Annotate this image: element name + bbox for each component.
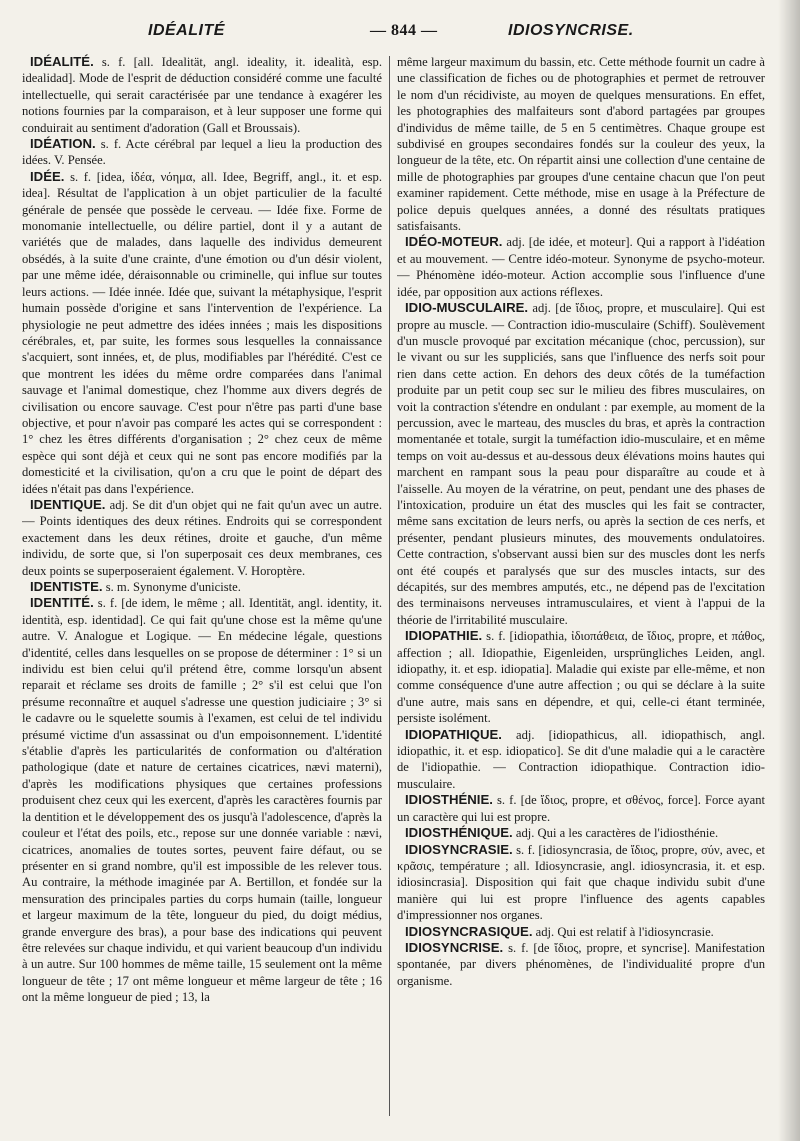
entry-definition: même largeur maximum du bassin, etc. Cette méthode fournit un cadre à une classification de fiches ou de photographies et permet de retrouver le nom d'un récidiviste, au moyen de quelques mensurations. En effet, les photographies des malfaiteurs sont d'abord partagées par groupes d'individus de même taille, de 5 en 5 centimètres. Chaque groupe est subdivisé en groupes secondaires fondés sur la couleur des yeux, la longueur de la tête, etc. On répartit ainsi une collection d'une centaine de mille de photographies par groupes d'une centaine chacun que l'on peut examiner rapidement. Cette méthode, mise en usage à la Préfecture de police depuis quelques années, a donné des résultats pratiques satisfaisants. (397, 55, 765, 234)
entry-definition: s. f. [idea, ἰδέα, νόημα, all. Idee, Begriff, angl., it. et esp. idea]. Résultat de l'application à un objet particulier de la faculté générale de pensée que possède le cerveau. — Idée fixe. Forme de monomanie intellectuelle, ou délire partiel, dont il y a autant de variétés que de malades, dans laquelle des individus demeurent obsédés, à la suite d'une crainte, d'une émotion ou d'un désir violent, par une même idée, déraisonnable ou criminelle, qui influe sur toutes leurs actions. — Idée innée. Idée que, suivant la métaphysique, l'esprit humain possède d'origine et sans l'intervention de l'expérience. La physiologie ne peut admettre des idées innées ; mais les dispositions cérébrales, et, par suite, les formes sous lesquelles la connaissance s'acquiert, sont innées, et, de plus, modifiables par l'hérédité. C'est ce que montrent les idées du même ordre comparées dans l'animal sauvage et l'animal domestique, chez l'homme aux divers degrés de civilisation ou encore sauvage. C'est pour n'être pas parti d'une base objective, et pour n'avoir pas comparé les actes qui se correspondent : 1° chez les êtres différents d'organisation ; 2° chez ceux de même espèce qui sont déjà et ceux qui ne sont pas encore modifiés par la domesticité et la civilisation, qu'on a cru que le point de départ des idées n'était pas dans l'expérience. (22, 169, 382, 496)
dictionary-entry (22, 54, 382, 136)
entry-definition: adj. [de ἴδιος, propre, et musculaire]. Qui est propre au muscle. — Contraction idio-musculaire (Schiff). Soulèvement d'un muscle provoqué par excitation mécanique (choc, percussion), sur le vivant ou sur les suppliciés, sans que l'influence des nerfs soit pour rien dans cette action. En dehors des deux côtés de la tuméfaction produite par un petit coup sec sur le milieu des fibres musculaires, on voit la contraction s'étendre en ondulant : par exemple, au moment de la percussion, avec le marteau, des muscles du bras, et après la contraction momentanée et totale, surgit la tuméfaction idio-musculaire, et en même temps on voit au-dessus et au-dessous deux élévations moins hautes qui marchent en rampant sous la peau pour disparaître au coude et à l'aisselle. Au moyen de la vératrine, on peut, pendant une des phases de l'intoxication, produire un état des muscles qui les fait se contracter, même sans excitation de leurs nerfs, ou après la section de ces nerfs, et présenter, pendant plusieurs minutes, des mouvements ondulatoires. Cette contraction, s'observant aussi bien sur des muscles dont les nerfs ont été coupés et paralysés que sur des muscles intacts, sur des décapités, sur des membres amputés, etc., ne dépend pas de l'excitation des terminaisons nerveuses intramusculaires, et vient à l'appui de la théorie de l'irritabilité musculaire. (397, 301, 765, 627)
entry-definition: adj. [idiopathicus, all. idiopathisch, angl. idiopathic, it. et esp. idiopatico]. Se dit d'une maladie qui a le caractère de l'idiopathie. — Contraction idiopathique. Contraction idio-musculaire. (397, 727, 765, 791)
dictionary-entry (22, 497, 382, 579)
entry-headword: IDIOSYNCRISE. (405, 939, 504, 955)
entry-definition: adj. Qui a les caractères de l'idiosthénie. (515, 826, 719, 841)
running-header (20, 18, 780, 46)
dictionary-entry (397, 300, 765, 628)
entry-headword: IDIOPATHIE. (405, 628, 483, 644)
entry-headword: IDÉO-MOTEUR. (405, 234, 503, 250)
dictionary-entry (22, 579, 382, 595)
page-edge-shadow (778, 0, 800, 1141)
dictionary-entry (22, 169, 382, 497)
entry-definition: s. f. [idiopathia, ἰδιοπάθεια, de ἴδιος, propre, et πάθος, affection ; all. Idiopathie, Eigenleiden, ursprüngliches Leiden, angl. idiopathy, it. et esp. idiopatia]. Maladie qui existe par elle-même, et non comme conséquence d'une autre affection ; ou qui se déclare à la suite d'une autre, mais sans en dépendre, et qui, celle-ci étant terminée, persiste isolément. (397, 629, 765, 726)
dictionary-entry (397, 842, 765, 924)
entry-headword: IDIOSTHÉNIE. (405, 792, 493, 808)
entry-definition: adj. Qui est relatif à l'idiosyncrasie. (535, 924, 714, 939)
entry-definition: s. m. Synonyme d'uniciste. (105, 580, 241, 594)
entry-headword: IDIOSYNCRASIE. (405, 841, 513, 857)
header-last-entry: IDIOSYNCRISE. (508, 22, 634, 39)
dictionary-entry (397, 54, 765, 234)
entry-headword: IDIOPATHIQUE. (405, 726, 502, 742)
entry-definition: s. f. [all. Idealität, angl. ideality, it. idealità, esp. idealidad]. Mode de l'esprit de déduction considéré comme une faculté intellectuelle, qui serait caractérisée par une tendance à exagérer les notions fournies par la comparaison, et à leur supposer une forme qui conduirait au sentiment d'adoration (Gall et Broussais). (22, 55, 382, 135)
entry-headword: IDENTISTE. (30, 579, 103, 594)
left-column (22, 54, 382, 1134)
entry-headword: IDENTITÉ. (30, 595, 94, 611)
dictionary-entry (397, 628, 765, 726)
entry-definition: s. f. Acte cérébral par lequel a lieu la production des idées. V. Pensée. (22, 137, 382, 168)
dictionary-entry (22, 595, 382, 1005)
dictionary-entry (397, 825, 765, 841)
dictionary-entry (22, 136, 382, 169)
entry-headword: IDIOSTHÉNIQUE. (405, 825, 513, 841)
entry-headword: IDENTIQUE. (30, 496, 106, 512)
entry-headword: IDÉATION. (30, 136, 96, 152)
dictionary-entry (397, 727, 765, 793)
entry-headword: IDÉE. (30, 168, 65, 184)
page-number: — 844 — (370, 22, 438, 39)
header-first-entry: IDÉALITÉ (148, 22, 225, 39)
entry-headword: IDÉALITÉ. (30, 54, 94, 69)
entry-definition: s. f. [de ἴδιος, propre, et syncrise]. Manifestation spontanée, par divers phénomènes, de l'individualité propre d'un organisme. (397, 940, 765, 988)
column-divider (389, 56, 390, 1116)
dictionary-entry (397, 940, 765, 989)
entry-definition: adj. Se dit d'un objet qui ne fait qu'un avec un autre. — Points identiques des deux rétines. Endroits qui se correspondent exactement dans les deux rétines, droite et gauche, d'un même individu, de sorte que, si l'on superposait ces deux membranes, ces deux points se superposeraient également. V. Horoptère. (22, 497, 382, 578)
entry-definition: s. f. [de ἴδιος, propre, et σθένος, force]. Force ayant un caractère qui lui est propre. (397, 793, 765, 824)
entry-definition: adj. [de idée, et moteur]. Qui a rapport à l'idéation et au mouvement. — Centre idéo-moteur. Synonyme de psycho-moteur. — Phénomène idéo-moteur. Action accomplie sous l'influence d'une idée, par opposition aux actions réflexes. (397, 235, 765, 299)
right-column (397, 54, 765, 1134)
entry-definition: s. f. [de idem, le même ; all. Identität, angl. identity, it. identità, esp. identidad]. Ce qui fait qu'une chose est la même qu'une autre. V. Analogue et Logique. — En médecine légale, questions d'identité, celles dans lesquelles on se propose de déterminer : 1° si un individu est bien celui qu'il prétend être, comme lorsqu'un absent reparait et réclame ses droits de famille ; 2° s'il est celui que l'on présume reconnaître et auquel s'adresse une question judiciaire ; 3° si le cadavre ou le squelette soumis à l'examen, est celui de tel individu présumé victime d'un assassinat ou d'un empoisonnement. L'identité s'établie d'après les particularités de conformation ou d'altération pathologique (date et nature de certaines cicatrices, nævi materni), d'après les modifications physiques que certaines professions produisent chez ceux qui les exercent, d'après les caractères fournis par la dentition et le développement des os jusqu'à l'adolescence, d'après la couleur et l'état des poils, etc., repose sur une donnée variable : nævi, cicatrices, anomalies de toutes sortes, peuvent faire défaut, ou se présenter en si grand nombre, qu'il est impossible de les relever tous. Au contraire, la méthode imaginée par A. Bertillon, et fondée sur la mensuration des principales parties du corps humain (taille, longueur et largeur maximum de la tête, longueur du pied, du doigt médius, grande envergure des bras), a pour base des indications qui peuvent être relevées sur chaque individu, et qui varient beaucoup d'un individu à un autre. Sur 100 hommes de même taille, 15 seulement ont la même longueur de tête ; 17 ont même longueur et même largeur de tête ; 16 ont la même longueur de pied ; 13, la (22, 596, 382, 1005)
dictionary-entry (397, 792, 765, 825)
dictionary-entry (397, 924, 765, 940)
entry-definition: s. f. [idiosyncrasia, de ἴδιος, propre, σύν, avec, et κρᾶσις, température ; all. Idiosyncrasie, angl. idiosyncrasia, it. et esp. idiosincrasia]. Disposition qui fait que chaque individu subit d'une manière qui lui est propre l'influence des agents capables d'impressionner nos organes. (397, 842, 765, 923)
dictionary-entry (397, 234, 765, 300)
entry-headword: IDIO-MUSCULAIRE. (405, 300, 529, 316)
entry-headword: IDIOSYNCRASIQUE. (405, 923, 533, 939)
